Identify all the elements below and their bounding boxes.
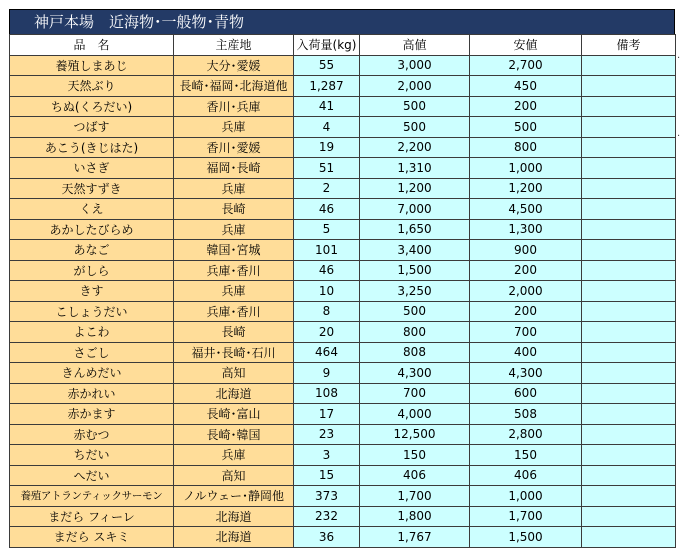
table-row (10, 96, 676, 117)
cell-item-name: 天然すずき (10, 178, 174, 199)
table-row (10, 301, 676, 322)
table-row (10, 363, 676, 384)
cell-remarks (582, 96, 676, 117)
table-row (10, 137, 676, 158)
table-row (10, 486, 676, 507)
cell-high-price: 1,700 (360, 486, 470, 507)
cell-origin: 兵庫 (174, 281, 294, 302)
cell-low-price: 500 (470, 117, 582, 138)
table-row (10, 55, 676, 76)
cell-high-price: 150 (360, 445, 470, 466)
cell-remarks (582, 76, 676, 97)
header-row (10, 35, 676, 56)
cell-high-price: 1,500 (360, 260, 470, 281)
cell-origin: 高知 (174, 363, 294, 384)
cell-low-price: 1,000 (470, 158, 582, 179)
cell-high-price: 406 (360, 465, 470, 486)
table-row (10, 465, 676, 486)
cell-low-price: 200 (470, 260, 582, 281)
header-remarks: 備考 (582, 35, 676, 56)
cell-origin: 兵庫･香川 (174, 301, 294, 322)
cell-high-price: 500 (360, 301, 470, 322)
cell-quantity: 9 (294, 363, 360, 384)
cell-low-price: 150 (470, 445, 582, 466)
cell-item-name: がしら (10, 260, 174, 281)
cell-low-price: 4,500 (470, 199, 582, 220)
cell-high-price: 4,300 (360, 363, 470, 384)
cell-origin: 高知 (174, 465, 294, 486)
cell-quantity: 46 (294, 260, 360, 281)
cell-remarks (582, 527, 676, 548)
cell-origin: 兵庫 (174, 178, 294, 199)
cell-remarks (582, 219, 676, 240)
cell-item-name: さごし (10, 342, 174, 363)
cell-remarks (582, 322, 676, 343)
cell-origin: 香川･兵庫 (174, 96, 294, 117)
table-row (10, 404, 676, 425)
cell-quantity: 46 (294, 199, 360, 220)
table-row (10, 445, 676, 466)
cell-high-price: 7,000 (360, 199, 470, 220)
side-mark: . (677, 50, 681, 61)
cell-low-price: 2,000 (470, 281, 582, 302)
table-row (10, 527, 676, 548)
cell-quantity: 373 (294, 486, 360, 507)
cell-remarks (582, 445, 676, 466)
cell-item-name: まだら スキミ (10, 527, 174, 548)
cell-item-name: あこう(きじはた) (10, 137, 174, 158)
cell-quantity: 17 (294, 404, 360, 425)
cell-origin: 長崎･福岡･北海道他 (174, 76, 294, 97)
cell-quantity: 5 (294, 219, 360, 240)
table-row (10, 383, 676, 404)
cell-quantity: 101 (294, 240, 360, 261)
cell-quantity: 20 (294, 322, 360, 343)
cell-low-price: 800 (470, 137, 582, 158)
cell-remarks (582, 363, 676, 384)
cell-remarks (582, 178, 676, 199)
cell-quantity: 464 (294, 342, 360, 363)
cell-high-price: 1,200 (360, 178, 470, 199)
cell-origin: 長崎 (174, 322, 294, 343)
cell-quantity: 41 (294, 96, 360, 117)
cell-origin: 福岡･長崎 (174, 158, 294, 179)
cell-origin: 長崎･韓国 (174, 424, 294, 445)
cell-high-price: 3,250 (360, 281, 470, 302)
cell-item-name: つばす (10, 117, 174, 138)
cell-high-price: 12,500 (360, 424, 470, 445)
cell-item-name: 天然ぶり (10, 76, 174, 97)
cell-high-price: 4,000 (360, 404, 470, 425)
cell-origin: 兵庫 (174, 445, 294, 466)
table-row (10, 281, 676, 302)
cell-low-price: 200 (470, 96, 582, 117)
cell-low-price: 900 (470, 240, 582, 261)
cell-low-price: 1,200 (470, 178, 582, 199)
table-row (10, 322, 676, 343)
cell-high-price: 500 (360, 117, 470, 138)
cell-high-price: 3,400 (360, 240, 470, 261)
cell-low-price: 508 (470, 404, 582, 425)
cell-quantity: 55 (294, 55, 360, 76)
cell-remarks (582, 158, 676, 179)
table-row (10, 342, 676, 363)
cell-remarks (582, 301, 676, 322)
header-low-price: 安値 (470, 35, 582, 56)
cell-item-name: ちだい (10, 445, 174, 466)
cell-origin: 兵庫 (174, 117, 294, 138)
cell-low-price: 200 (470, 301, 582, 322)
cell-item-name: 養殖しまあじ (10, 55, 174, 76)
cell-remarks (582, 424, 676, 445)
table-row (10, 158, 676, 179)
cell-remarks (582, 506, 676, 527)
cell-origin: 北海道 (174, 527, 294, 548)
cell-low-price: 700 (470, 322, 582, 343)
cell-quantity: 2 (294, 178, 360, 199)
cell-low-price: 4,300 (470, 363, 582, 384)
cell-item-name: 赤かれい (10, 383, 174, 404)
header-item-name: 品 名 (10, 35, 174, 56)
cell-item-name: くえ (10, 199, 174, 220)
cell-origin: 韓国･宮城 (174, 240, 294, 261)
cell-quantity: 36 (294, 527, 360, 548)
cell-item-name: こしょうだい (10, 301, 174, 322)
cell-high-price: 500 (360, 96, 470, 117)
cell-quantity: 8 (294, 301, 360, 322)
cell-item-name: いさぎ (10, 158, 174, 179)
cell-item-name: へだい (10, 465, 174, 486)
cell-high-price: 3,000 (360, 55, 470, 76)
cell-low-price: 1,300 (470, 219, 582, 240)
cell-remarks (582, 240, 676, 261)
cell-remarks (582, 465, 676, 486)
cell-remarks (582, 383, 676, 404)
cell-origin: 北海道 (174, 383, 294, 404)
cell-quantity: 10 (294, 281, 360, 302)
cell-low-price: 2,700 (470, 55, 582, 76)
cell-origin: 長崎･富山 (174, 404, 294, 425)
header-quantity: 入荷量(kg) (294, 35, 360, 56)
table-row (10, 117, 676, 138)
cell-origin: ノルウェー･静岡他 (174, 486, 294, 507)
table-row (10, 76, 676, 97)
cell-origin: 兵庫･香川 (174, 260, 294, 281)
cell-item-name: まだら フィーレ (10, 506, 174, 527)
table-row (10, 260, 676, 281)
cell-remarks (582, 260, 676, 281)
cell-origin: 福井･長崎･石川 (174, 342, 294, 363)
cell-item-name: あかしたびらめ (10, 219, 174, 240)
cell-high-price: 1,767 (360, 527, 470, 548)
cell-low-price: 1,000 (470, 486, 582, 507)
cell-high-price: 808 (360, 342, 470, 363)
cell-quantity: 232 (294, 506, 360, 527)
cell-quantity: 3 (294, 445, 360, 466)
table-row (10, 424, 676, 445)
cell-origin: 長崎 (174, 199, 294, 220)
cell-high-price: 1,800 (360, 506, 470, 527)
side-mark: . (677, 128, 681, 139)
cell-origin: 大分･愛媛 (174, 55, 294, 76)
cell-high-price: 800 (360, 322, 470, 343)
cell-low-price: 1,700 (470, 506, 582, 527)
cell-quantity: 51 (294, 158, 360, 179)
table-row (10, 178, 676, 199)
cell-low-price: 2,800 (470, 424, 582, 445)
cell-quantity: 1,287 (294, 76, 360, 97)
cell-high-price: 700 (360, 383, 470, 404)
cell-item-name: きんめだい (10, 363, 174, 384)
header-high-price: 高値 (360, 35, 470, 56)
cell-origin: 北海道 (174, 506, 294, 527)
cell-quantity: 19 (294, 137, 360, 158)
cell-low-price: 450 (470, 76, 582, 97)
cell-high-price: 1,650 (360, 219, 470, 240)
price-sheet (9, 9, 676, 548)
cell-item-name: 赤むつ (10, 424, 174, 445)
cell-high-price: 1,310 (360, 158, 470, 179)
header-origin: 主産地 (174, 35, 294, 56)
table-row (10, 506, 676, 527)
cell-low-price: 406 (470, 465, 582, 486)
cell-remarks (582, 137, 676, 158)
table-row (10, 199, 676, 220)
sheet-title: 神戸本場 近海物･一般物･青物 (9, 9, 675, 34)
cell-high-price: 2,000 (360, 76, 470, 97)
cell-item-name: あなご (10, 240, 174, 261)
cell-low-price: 600 (470, 383, 582, 404)
cell-quantity: 15 (294, 465, 360, 486)
cell-low-price: 400 (470, 342, 582, 363)
cell-remarks (582, 199, 676, 220)
cell-item-name: よこわ (10, 322, 174, 343)
cell-low-price: 1,500 (470, 527, 582, 548)
cell-remarks (582, 404, 676, 425)
cell-remarks (582, 281, 676, 302)
cell-high-price: 2,200 (360, 137, 470, 158)
price-table (9, 34, 676, 548)
table-row (10, 240, 676, 261)
cell-quantity: 108 (294, 383, 360, 404)
cell-origin: 香川･愛媛 (174, 137, 294, 158)
cell-item-name: 養殖アトランティックサーモン (10, 486, 174, 507)
cell-item-name: ちぬ(くろだい) (10, 96, 174, 117)
cell-item-name: 赤かます (10, 404, 174, 425)
cell-item-name: きす (10, 281, 174, 302)
table-row (10, 219, 676, 240)
cell-remarks (582, 117, 676, 138)
cell-origin: 兵庫 (174, 219, 294, 240)
cell-remarks (582, 55, 676, 76)
cell-remarks (582, 486, 676, 507)
cell-remarks (582, 342, 676, 363)
cell-quantity: 23 (294, 424, 360, 445)
cell-quantity: 4 (294, 117, 360, 138)
